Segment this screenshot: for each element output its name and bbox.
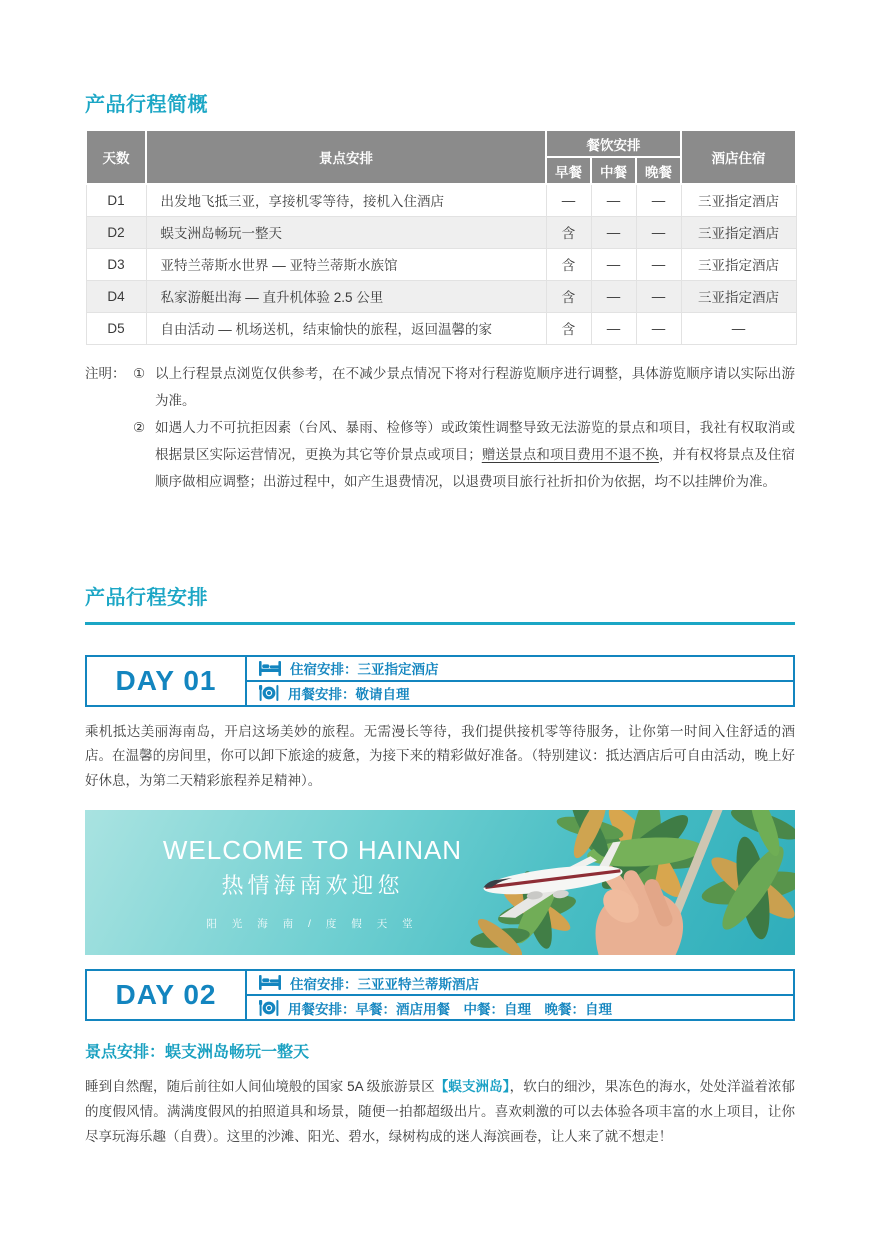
table-row bbox=[86, 312, 796, 344]
day01-description: 乘机抵达美丽海南岛，开启这场美妙的旅程。无需漫长等待，我们提供接机零等待服务，让你第一时间入住舒适的酒店。在温馨的房间里，你可以卸下旅途的疲惫，为接下来的精彩做好准备。（特别建议：抵达酒店后可自由活动，晚上好好休息，为第二天精彩旅程养足精神）。 bbox=[85, 723, 795, 789]
note-item-2 bbox=[133, 414, 795, 495]
cell-breakfast: — bbox=[546, 184, 591, 216]
col-header-lunch: 中餐 bbox=[591, 157, 636, 184]
cell-lunch: — bbox=[591, 248, 636, 280]
cell-hotel: 三亚指定酒店 bbox=[681, 216, 796, 248]
cutlery-icon bbox=[259, 685, 279, 701]
notes-label: 注明： bbox=[85, 365, 126, 381]
cell-hotel: 三亚指定酒店 bbox=[681, 248, 796, 280]
banner-title: WELCOME TO HAINAN bbox=[162, 835, 463, 866]
day02-lodging-text: 住宿安排：三亚亚特兰蒂斯酒店 bbox=[290, 976, 479, 992]
cell-dinner: — bbox=[636, 184, 681, 216]
note-marker-2: ② bbox=[133, 419, 146, 435]
day02-desc-part2: ，软白的细沙，果冻色的海水，处处洋溢着浓郁的度假风情。满满度假风的拍照道具和场景，随便一拍都超级出片。喜欢刺激的可以去体验各项丰富的水上项目，让你尽享玩海乐趣（自费）。这里的沙滩、阳光、碧水，绿树构成的迷人海滨画卷，让人来了就不想走！ bbox=[85, 1079, 796, 1145]
col-header-attractions: 景点安排 bbox=[146, 130, 546, 184]
day01-label: DAY 01 bbox=[87, 657, 247, 705]
cell-hotel: 三亚指定酒店 bbox=[681, 184, 796, 216]
bed-icon bbox=[259, 975, 281, 990]
cell-breakfast: 含 bbox=[546, 280, 591, 312]
cutlery-icon bbox=[259, 1000, 279, 1016]
notes-section bbox=[85, 360, 795, 495]
schedule-section-title: 产品行程安排 bbox=[85, 586, 208, 609]
day02-desc-part1: 睡到自然醒，随后前往如人间仙境般的国家 5A 级旅游景区 bbox=[85, 1079, 435, 1095]
cell-day: D5 bbox=[86, 312, 146, 344]
banner-text-block bbox=[155, 835, 470, 931]
note-text-2-part2: ，并有权将景点及住宿顺序做相应调整；出游过程中，如产生退费情况，以退费项目旅行社折扣价为依据，均不以挂牌价为准。 bbox=[155, 446, 796, 489]
cell-breakfast: 含 bbox=[546, 312, 591, 344]
note-item-1 bbox=[85, 360, 795, 414]
day01-lodging-text: 住宿安排：三亚指定酒店 bbox=[290, 662, 439, 677]
note-text-2-underlined: 赠送景点和项目费用不退不换 bbox=[481, 446, 659, 462]
note-text-2-part1: 如遇人力不可抗拒因素（台风、暴雨、检修等）或政策性调整导致无法游览的景点和项目，我社有权取消或根据景区实际运营情况，更换为其它等价景点或项目； bbox=[155, 419, 795, 462]
day02-meal-row bbox=[247, 994, 793, 1019]
banner-tagline: 阳 光 海 南 / 度 假 天 堂 bbox=[206, 918, 419, 931]
col-header-days: 天数 bbox=[86, 130, 146, 184]
day02-desc-highlight: 【蜈支洲岛】 bbox=[434, 1079, 510, 1095]
day01-box bbox=[85, 655, 795, 707]
day02-description bbox=[85, 1075, 795, 1150]
cell-hotel: — bbox=[681, 312, 796, 344]
cell-breakfast: 含 bbox=[546, 216, 591, 248]
table-row bbox=[86, 280, 796, 312]
day01-meal-text: 用餐安排：敬请自理 bbox=[288, 687, 410, 702]
day02-box bbox=[85, 969, 795, 1021]
cell-dinner: — bbox=[636, 280, 681, 312]
day02-lodging-row bbox=[247, 971, 793, 994]
day02-label: DAY 02 bbox=[87, 971, 247, 1019]
cell-day: D1 bbox=[86, 184, 146, 216]
day02-meal-text: 用餐安排：早餐：酒店用餐 中餐：自理 晚餐：自理 bbox=[288, 1001, 612, 1017]
cell-lunch: — bbox=[591, 184, 636, 216]
table-row bbox=[86, 184, 796, 216]
cell-day: D3 bbox=[86, 248, 146, 280]
banner-subtitle: 热情海南欢迎您 bbox=[221, 873, 404, 899]
cell-lunch: — bbox=[591, 312, 636, 344]
cell-attraction: 私家游艇出海 — 直升机体验 2.5 公里 bbox=[146, 280, 546, 312]
day02-spot-heading: 景点安排：蜈支洲岛畅玩一整天 bbox=[85, 1044, 310, 1062]
hainan-welcome-banner bbox=[85, 810, 795, 955]
cell-attraction: 自由活动 — 机场送机，结束愉快的旅程，返回温馨的家 bbox=[146, 312, 546, 344]
cell-dinner: — bbox=[636, 248, 681, 280]
note-text-1: 以上行程景点浏览仅供参考，在不减少景点情况下将对行程游览顺序进行调整，具体游览顺序请以实际出游为准。 bbox=[155, 365, 795, 408]
day01-meal-row bbox=[247, 680, 793, 705]
note-marker-1: ① bbox=[133, 365, 146, 381]
col-header-breakfast: 早餐 bbox=[546, 157, 591, 184]
cell-breakfast: 含 bbox=[546, 248, 591, 280]
cell-attraction: 亚特兰蒂斯水世界 — 亚特兰蒂斯水族馆 bbox=[146, 248, 546, 280]
cell-day: D4 bbox=[86, 280, 146, 312]
cell-dinner: — bbox=[636, 216, 681, 248]
col-header-dinner: 晚餐 bbox=[636, 157, 681, 184]
col-header-hotel: 酒店住宿 bbox=[681, 130, 796, 184]
cell-hotel: 三亚指定酒店 bbox=[681, 280, 796, 312]
cell-lunch: — bbox=[591, 280, 636, 312]
cell-lunch: — bbox=[591, 216, 636, 248]
note-text-2 bbox=[155, 414, 795, 495]
cell-day: D2 bbox=[86, 216, 146, 248]
overview-section-title: 产品行程简概 bbox=[85, 94, 208, 116]
col-header-meals: 餐饮安排 bbox=[546, 130, 681, 157]
cell-attraction: 出发地飞抵三亚，享接机零等待，接机入住酒店 bbox=[146, 184, 546, 216]
itinerary-overview-table bbox=[85, 129, 797, 345]
cell-dinner: — bbox=[636, 312, 681, 344]
table-header bbox=[86, 130, 796, 184]
section-divider-line bbox=[85, 622, 795, 625]
day01-lodging-row bbox=[247, 657, 793, 680]
table-row bbox=[86, 216, 796, 248]
cell-attraction: 蜈支洲岛畅玩一整天 bbox=[146, 216, 546, 248]
bed-icon bbox=[259, 661, 281, 676]
table-row bbox=[86, 248, 796, 280]
